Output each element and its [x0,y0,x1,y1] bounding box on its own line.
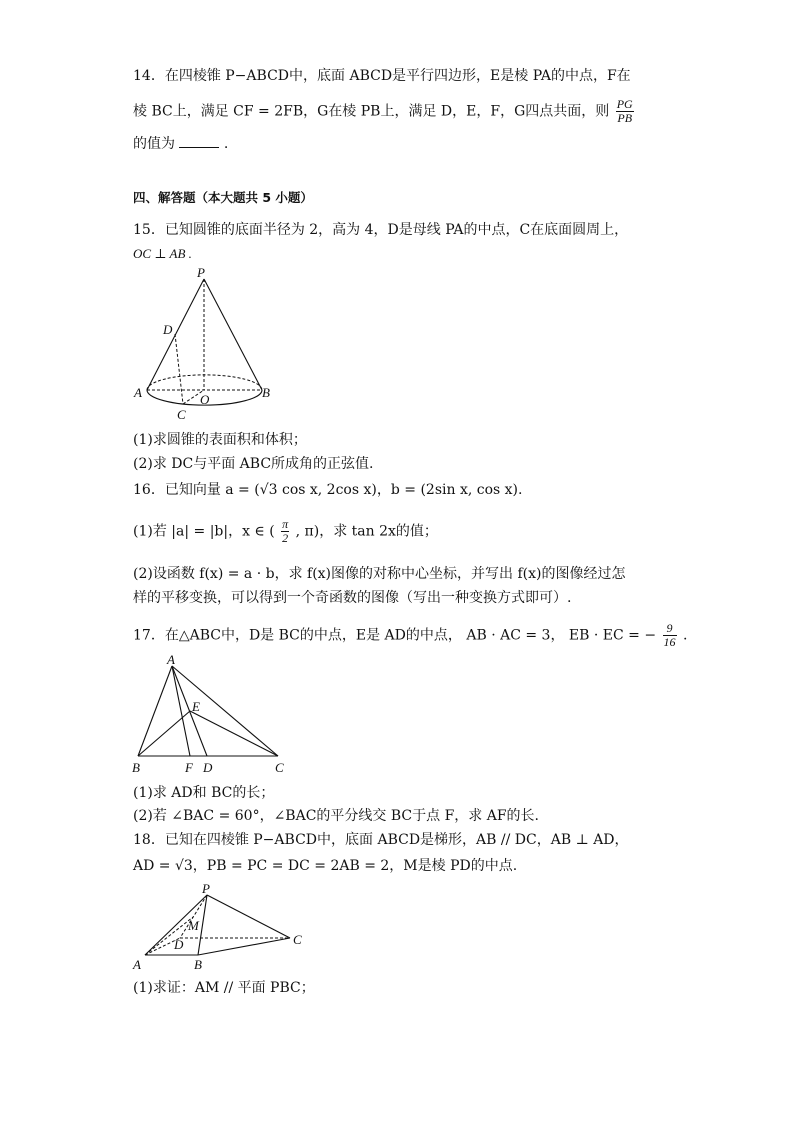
q18-label-b: B [194,957,202,972]
q14-answer-blank[interactable] [179,133,219,148]
q18-label-a: A [133,957,141,972]
q17-part1: (1)求 AD和 BC的长； [133,785,275,801]
q14-frac-den: PB [617,111,633,125]
q17-label-e: E [192,699,200,714]
q15-cone-figure [130,266,280,426]
q15-label-b: B [262,385,270,400]
q15-line1: 15．已知圆锥的底面半径为 2，高为 4，D是母线 PA的中点，C在底面圆周上， [133,222,629,238]
q16-pi-num: π [282,517,289,531]
q14-line3: 的值为 [133,136,175,152]
q16-part1-a: (1)若 |a| = |b|，x ∈ ( [133,523,275,540]
q15-label-d: D [163,322,173,337]
q14-line3-end: . [223,136,229,152]
q15-part1: (1)求圆锥的表面积和体积； [133,432,307,448]
q15-label-o: O [200,392,210,407]
q14-line2: 棱 BC上，满足 CF = 2FB，G在棱 PB上，满足 D，E，F，G四点共面，则 [133,103,610,120]
q14-fraction [616,98,634,125]
q18-label-d: D [174,937,184,952]
q18-part1: (1)求证：AM // 平面 PBC； [133,980,315,996]
q17-part2: (2)若 ∠BAC = 60°，∠BAC的平分线交 BC于点 F，求 AF的长. [133,808,540,824]
q16-pi-fraction [281,518,289,545]
q14-line1: 14．在四棱锥 P−ABCD中，底面 ABCD是平行四边形，E是棱 PA的中点，F在 [133,68,631,84]
q16-part1-wrap [133,518,438,545]
q17-frac-num: 9 [663,622,677,636]
q17-label-c: C [275,760,284,775]
q18-label-m: M [188,918,199,933]
q14-frac-num: PG [616,97,633,111]
q18-line2: AD = √3，PB = PC = DC = 2AB = 2，M是棱 PD的中点. [133,858,518,874]
q15-line2: OC ⊥ AB . [133,246,192,261]
q17-label-f: F [185,760,193,775]
q15-label-a: A [134,385,142,400]
q18-label-c: C [293,932,302,947]
q14-line2-wrap [133,98,636,125]
q16-pi-den: 2 [282,531,289,545]
q16-part2-line1: (2)设函数 f(x) = a · b，求 f(x)图像的对称中心坐标，并写出 f(x)的图像经过怎 [133,566,626,582]
q16-part2-line2: 样的平移变换，可以得到一个奇函数的图像（写出一种变换方式即可）. [133,590,572,606]
q18-label-p: P [202,881,210,896]
q17-fraction [663,622,677,649]
q17-triangle-figure [130,654,295,779]
q17-frac-den: 16 [663,635,676,649]
q17-line1-a: 17．在△ABC中，D是 BC的中点，E是 AD的中点， [133,627,462,644]
q16-line1: 16．已知向量 a = (√3 cos x, 2cos x)，b = (2sin x, cos x). [133,482,523,498]
q15-part2: (2)求 DC与平面 ABC所成角的正弦值. [133,456,374,472]
q17-label-a: A [167,652,175,667]
q14-line3-wrap [133,133,228,154]
q15-label-p: P [197,265,205,280]
q15-label-c: C [177,407,186,422]
q17-line1-wrap [133,622,687,649]
q17-line1-b: AB · AC = 3， [466,627,565,644]
q17-line1-c: EB · EC = − [568,627,657,644]
q17-line1-end: . [682,627,688,644]
section-title: 四、解答题（本大题共 5 小题） [133,190,313,205]
q17-label-b: B [132,760,140,775]
q17-label-d: D [203,760,213,775]
q18-pyramid-figure [130,880,320,975]
q16-part1-b: , π)，求 tan 2x的值； [295,523,438,540]
q18-line1: 18．已知在四棱锥 P−ABCD中，底面 ABCD是梯形，AB // DC，AB ⊥ AD， [133,832,629,848]
